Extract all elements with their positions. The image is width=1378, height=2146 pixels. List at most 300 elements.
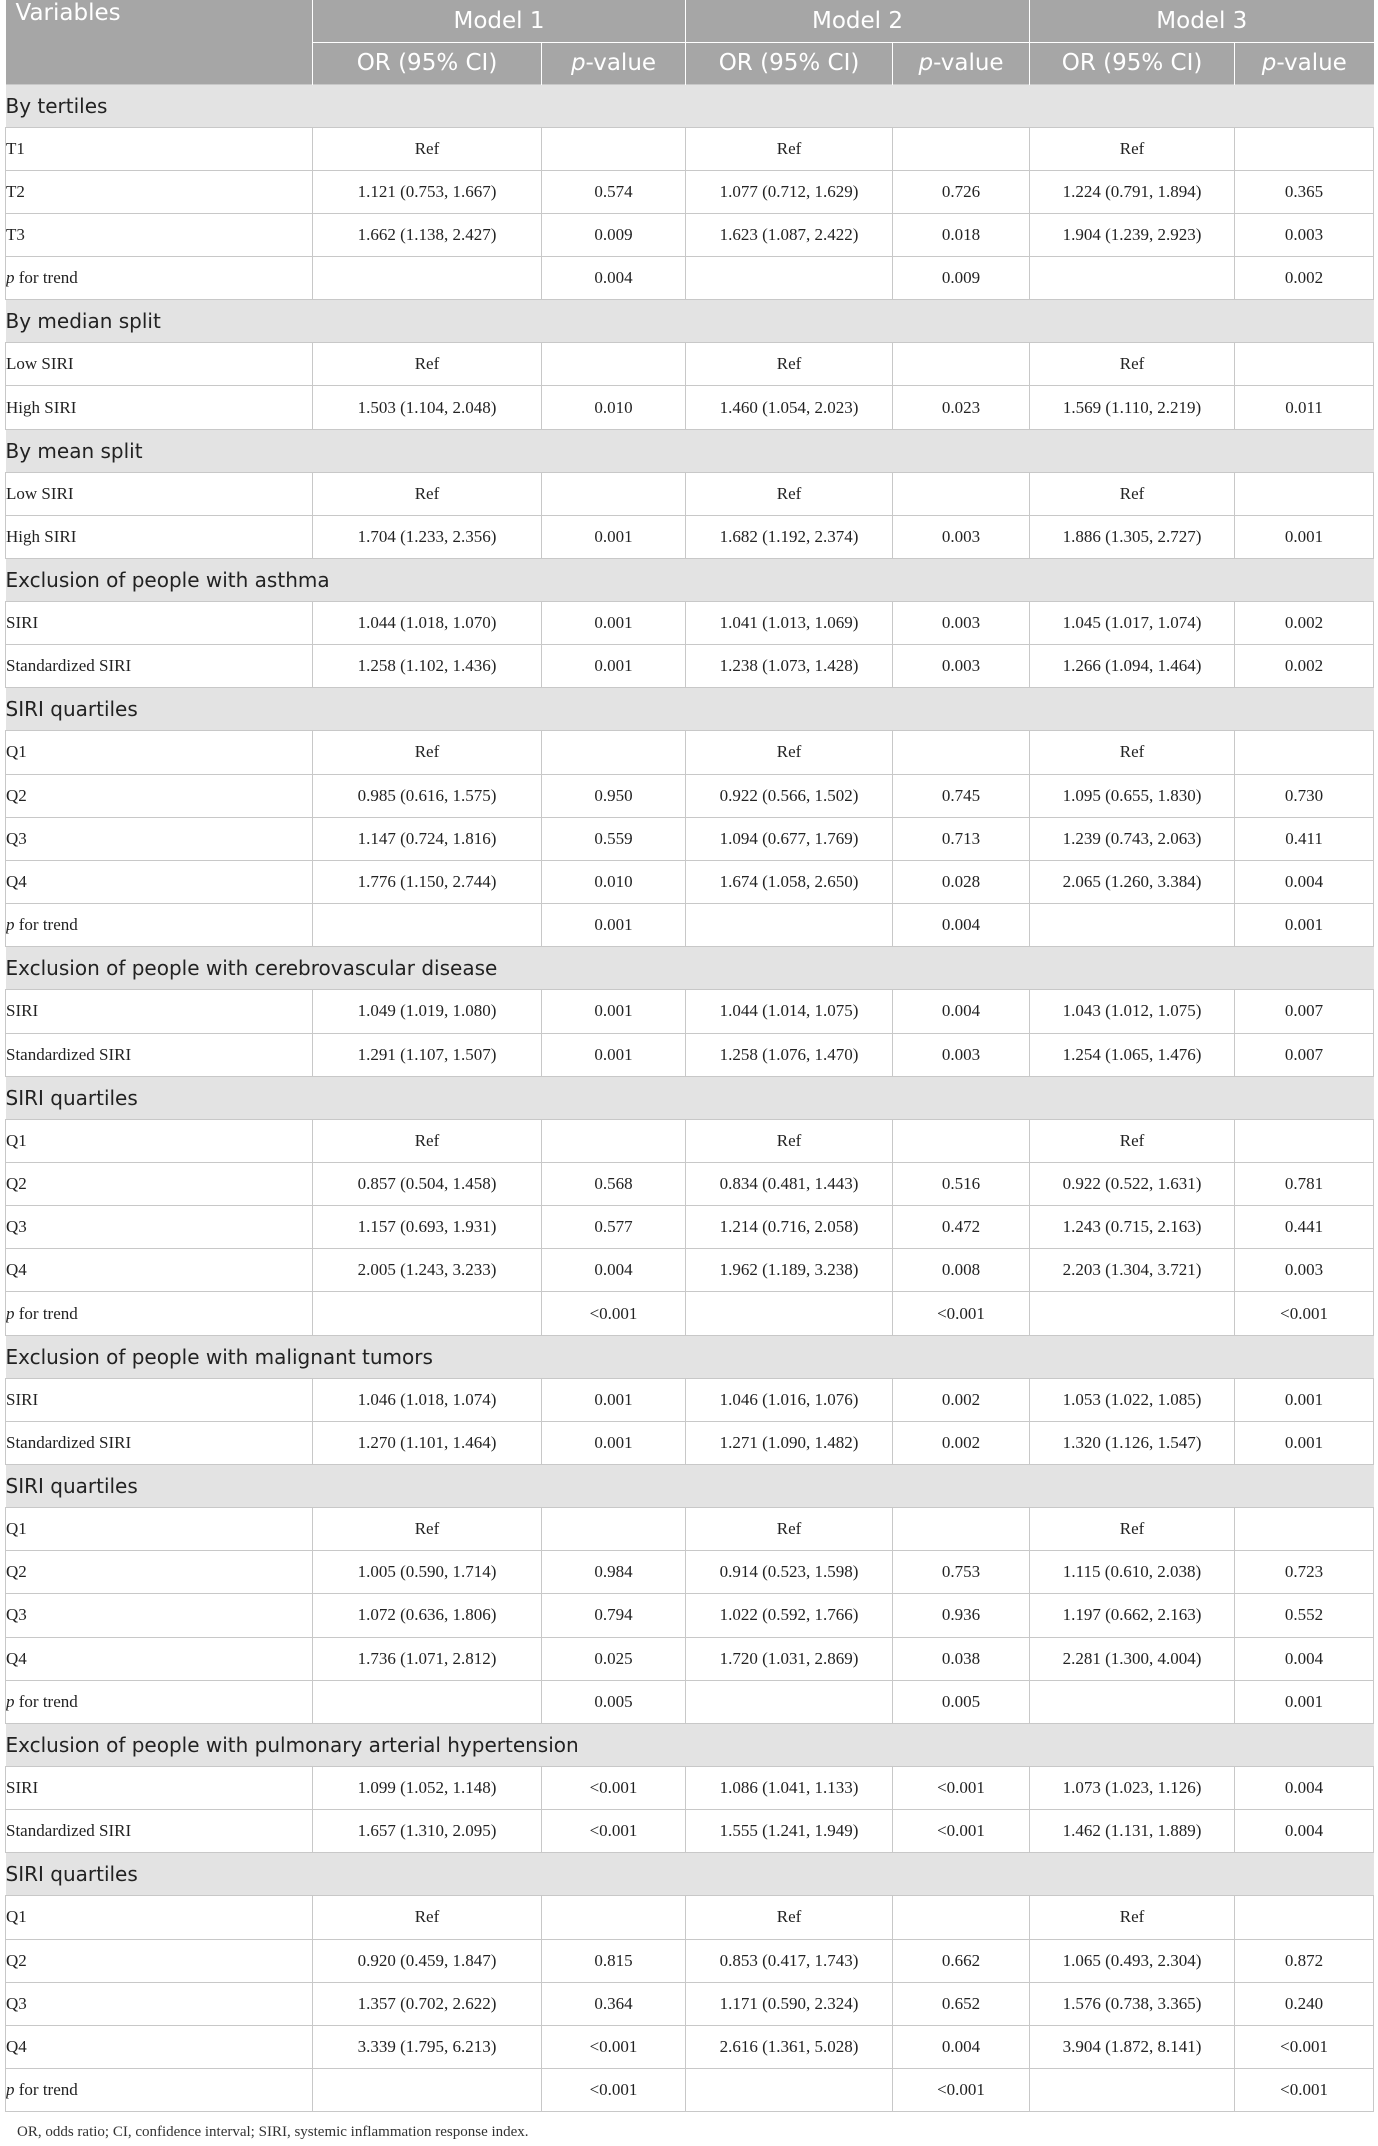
or-ci-cell: 0.985 (0.616, 1.575)	[313, 774, 542, 817]
p-value-cell: 0.365	[1235, 170, 1374, 213]
section-title: By tertiles	[6, 84, 1374, 127]
table-row	[6, 515, 1374, 558]
or-ci-cell: Ref	[313, 1896, 542, 1939]
p-value-cell	[542, 731, 686, 774]
or-ci-cell: Ref	[313, 731, 542, 774]
p-value-cell: <0.001	[1235, 1292, 1374, 1335]
table-row	[6, 1378, 1374, 1421]
p-value-cell: <0.001	[542, 1810, 686, 1853]
model-3-header: Model 3	[1030, 0, 1374, 42]
p-value-cell: 0.472	[893, 1206, 1030, 1249]
or-ci-cell: Ref	[313, 1508, 542, 1551]
or-ci-cell: 0.920 (0.459, 1.847)	[313, 1939, 542, 1982]
row-label: Q1	[6, 731, 313, 774]
p-value-cell: 0.001	[542, 1378, 686, 1421]
p-value-cell: 0.559	[542, 817, 686, 860]
p-value-cell: 0.713	[893, 817, 1030, 860]
table-row	[6, 343, 1374, 386]
or-ci-cell: Ref	[1030, 472, 1235, 515]
p-value-cell: <0.001	[542, 2025, 686, 2068]
p-value-cell	[542, 1508, 686, 1551]
p-value-cell: <0.001	[893, 1292, 1030, 1335]
table-row	[6, 1206, 1374, 1249]
p-value-cell: 0.723	[1235, 1551, 1374, 1594]
or-ci-cell: Ref	[1030, 1896, 1235, 1939]
p-value-cell: 0.001	[542, 990, 686, 1033]
table-row	[6, 1810, 1374, 1853]
p-value-cell	[1235, 731, 1374, 774]
or-ci-cell: 1.045 (1.017, 1.074)	[1030, 602, 1235, 645]
p-value-cell: 0.007	[1235, 990, 1374, 1033]
or-ci-cell: 1.041 (1.013, 1.069)	[686, 602, 893, 645]
p-value-cell: 0.936	[893, 1594, 1030, 1637]
row-label: SIRI	[6, 990, 313, 1033]
section-title: SIRI quartiles	[6, 1853, 1374, 1896]
p-value-cell: <0.001	[1235, 2069, 1374, 2112]
or-ci-cell: 0.922 (0.522, 1.631)	[1030, 1162, 1235, 1205]
or-ci-cell: Ref	[313, 1119, 542, 1162]
p-value-cell: 0.002	[1235, 602, 1374, 645]
or-ci-header: OR (95% CI)	[686, 42, 893, 84]
section-title: Exclusion of people with pulmonary arterial hypertension	[6, 1723, 1374, 1766]
p-value-cell: 0.730	[1235, 774, 1374, 817]
table-row	[6, 1594, 1374, 1637]
p-value-cell: 0.025	[542, 1637, 686, 1680]
or-ci-cell: 1.720 (1.031, 2.869)	[686, 1637, 893, 1680]
or-ci-cell: 1.022 (0.592, 1.766)	[686, 1594, 893, 1637]
variables-header: Variables	[6, 0, 313, 84]
p-value-cell: <0.001	[542, 1766, 686, 1809]
p-value-cell: 0.002	[1235, 645, 1374, 688]
p-value-header: p-value	[893, 42, 1030, 84]
p-value-cell: 0.753	[893, 1551, 1030, 1594]
or-ci-cell	[313, 1292, 542, 1335]
or-ci-cell: Ref	[313, 127, 542, 170]
or-ci-cell: 1.258 (1.102, 1.436)	[313, 645, 542, 688]
or-ci-cell	[686, 2069, 893, 2112]
p-value-cell: 0.003	[893, 515, 1030, 558]
section-header-row	[6, 947, 1374, 990]
p-value-cell: 0.815	[542, 1939, 686, 1982]
p-value-cell: 0.001	[1235, 515, 1374, 558]
table-row	[6, 1421, 1374, 1464]
table-row	[6, 1551, 1374, 1594]
p-value-cell: 0.010	[542, 386, 686, 429]
table-row	[6, 990, 1374, 1033]
table-row	[6, 1680, 1374, 1723]
p-value-cell	[893, 127, 1030, 170]
p-value-cell	[1235, 1508, 1374, 1551]
or-ci-cell: 1.147 (0.724, 1.816)	[313, 817, 542, 860]
table-row	[6, 1982, 1374, 2025]
or-ci-cell: Ref	[686, 343, 893, 386]
p-value-cell: 0.662	[893, 1939, 1030, 1982]
or-ci-cell: 1.053 (1.022, 1.085)	[1030, 1378, 1235, 1421]
table-row	[6, 257, 1374, 300]
p-value-cell: 0.781	[1235, 1162, 1374, 1205]
or-ci-cell	[313, 1680, 542, 1723]
p-value-cell: 0.004	[893, 990, 1030, 1033]
table-row	[6, 774, 1374, 817]
p-value-cell: 0.011	[1235, 386, 1374, 429]
or-ci-cell: 2.203 (1.304, 3.721)	[1030, 1249, 1235, 1292]
p-value-cell: 0.018	[893, 213, 1030, 256]
p-value-cell: 0.003	[1235, 213, 1374, 256]
p-value-cell: 0.004	[1235, 1637, 1374, 1680]
p-value-cell: 0.001	[542, 602, 686, 645]
or-ci-cell: 1.197 (0.662, 2.163)	[1030, 1594, 1235, 1637]
row-label: Q2	[6, 774, 313, 817]
or-ci-cell: 1.043 (1.012, 1.075)	[1030, 990, 1235, 1033]
table-row	[6, 1292, 1374, 1335]
row-label: High SIRI	[6, 515, 313, 558]
p-value-cell: 0.001	[1235, 1680, 1374, 1723]
table-row	[6, 817, 1374, 860]
p-value-cell: 0.652	[893, 1982, 1030, 2025]
or-ci-cell	[313, 904, 542, 947]
p-value-cell: <0.001	[542, 1292, 686, 1335]
or-ci-cell: 1.044 (1.014, 1.075)	[686, 990, 893, 1033]
or-ci-cell: 1.320 (1.126, 1.547)	[1030, 1421, 1235, 1464]
or-ci-cell: 3.339 (1.795, 6.213)	[313, 2025, 542, 2068]
table-body	[6, 84, 1374, 2112]
or-ci-cell: 1.171 (0.590, 2.324)	[686, 1982, 893, 2025]
row-label: T1	[6, 127, 313, 170]
p-value-cell: 0.004	[1235, 860, 1374, 903]
p-value-cell	[893, 472, 1030, 515]
or-ci-cell: Ref	[313, 343, 542, 386]
model-2-header: Model 2	[686, 0, 1030, 42]
p-value-cell	[893, 343, 1030, 386]
section-title: SIRI quartiles	[6, 1076, 1374, 1119]
or-ci-cell: 1.073 (1.023, 1.126)	[1030, 1766, 1235, 1809]
p-value-cell: 0.001	[1235, 1421, 1374, 1464]
section-title: By mean split	[6, 429, 1374, 472]
or-ci-cell: 1.046 (1.016, 1.076)	[686, 1378, 893, 1421]
or-ci-cell: Ref	[1030, 731, 1235, 774]
or-ci-cell: 1.115 (0.610, 2.038)	[1030, 1551, 1235, 1594]
table-row	[6, 731, 1374, 774]
p-value-cell: 0.001	[542, 1421, 686, 1464]
row-label: SIRI	[6, 1766, 313, 1809]
row-label: T3	[6, 213, 313, 256]
p-value-cell: 0.008	[893, 1249, 1030, 1292]
p-value-cell: 0.005	[542, 1680, 686, 1723]
or-ci-cell: Ref	[686, 1508, 893, 1551]
p-value-cell: 0.552	[1235, 1594, 1374, 1637]
or-ci-cell: 1.099 (1.052, 1.148)	[313, 1766, 542, 1809]
or-ci-header: OR (95% CI)	[1030, 42, 1235, 84]
p-value-cell	[1235, 1119, 1374, 1162]
row-label: Q4	[6, 1637, 313, 1680]
or-ci-cell: 1.044 (1.018, 1.070)	[313, 602, 542, 645]
or-ci-cell: 0.853 (0.417, 1.743)	[686, 1939, 893, 1982]
section-header-row	[6, 429, 1374, 472]
or-ci-cell: 1.357 (0.702, 2.622)	[313, 1982, 542, 2025]
p-value-cell: 0.001	[542, 904, 686, 947]
p-value-cell: 0.950	[542, 774, 686, 817]
section-header-row	[6, 1335, 1374, 1378]
row-label: SIRI	[6, 1378, 313, 1421]
row-label: Q4	[6, 2025, 313, 2068]
or-ci-cell: Ref	[686, 1119, 893, 1162]
or-ci-cell: 2.616 (1.361, 5.028)	[686, 2025, 893, 2068]
table-row	[6, 1249, 1374, 1292]
row-label: p for trend	[6, 1292, 313, 1335]
or-ci-cell: 1.239 (0.743, 2.063)	[1030, 817, 1235, 860]
table-row	[6, 1119, 1374, 1162]
p-value-cell: 0.726	[893, 170, 1030, 213]
or-ci-cell: 1.243 (0.715, 2.163)	[1030, 1206, 1235, 1249]
row-label: Q2	[6, 1162, 313, 1205]
table-row	[6, 2025, 1374, 2068]
or-ci-cell: 1.224 (0.791, 1.894)	[1030, 170, 1235, 213]
or-ci-cell: 1.962 (1.189, 3.238)	[686, 1249, 893, 1292]
or-ci-cell: 1.046 (1.018, 1.074)	[313, 1378, 542, 1421]
or-ci-cell: Ref	[1030, 343, 1235, 386]
p-value-cell: 0.009	[542, 213, 686, 256]
p-value-cell	[542, 127, 686, 170]
or-ci-cell: 0.922 (0.566, 1.502)	[686, 774, 893, 817]
table-row	[6, 2069, 1374, 2112]
or-ci-cell	[1030, 1292, 1235, 1335]
p-value-cell: 0.240	[1235, 1982, 1374, 2025]
p-value-header: p-value	[542, 42, 686, 84]
row-label: Q1	[6, 1119, 313, 1162]
p-value-cell: 0.003	[893, 602, 1030, 645]
results-table	[5, 0, 1374, 2112]
p-value-cell: 0.028	[893, 860, 1030, 903]
p-value-cell: 0.002	[893, 1378, 1030, 1421]
row-label: p for trend	[6, 2069, 313, 2112]
row-label: Q3	[6, 1982, 313, 2025]
row-label: p for trend	[6, 1680, 313, 1723]
table-row	[6, 1766, 1374, 1809]
table-row	[6, 1033, 1374, 1076]
section-title: SIRI quartiles	[6, 688, 1374, 731]
p-value-cell: 0.003	[893, 1033, 1030, 1076]
p-value-cell: <0.001	[893, 1766, 1030, 1809]
table-row	[6, 904, 1374, 947]
p-value-cell	[1235, 1896, 1374, 1939]
row-label: SIRI	[6, 602, 313, 645]
or-ci-cell	[313, 257, 542, 300]
section-header-row	[6, 688, 1374, 731]
table-row	[6, 472, 1374, 515]
or-ci-cell: 1.736 (1.071, 2.812)	[313, 1637, 542, 1680]
or-ci-cell	[686, 1680, 893, 1723]
or-ci-cell: 1.270 (1.101, 1.464)	[313, 1421, 542, 1464]
model-1-header: Model 1	[313, 0, 686, 42]
or-ci-cell: 1.662 (1.138, 2.427)	[313, 213, 542, 256]
row-label: Standardized SIRI	[6, 1421, 313, 1464]
or-ci-cell: 1.086 (1.041, 1.133)	[686, 1766, 893, 1809]
table-row	[6, 213, 1374, 256]
or-ci-cell: Ref	[686, 1896, 893, 1939]
section-header-row	[6, 1465, 1374, 1508]
p-value-cell: 0.574	[542, 170, 686, 213]
p-value-cell: 0.745	[893, 774, 1030, 817]
p-value-cell: 0.010	[542, 860, 686, 903]
row-label: High SIRI	[6, 386, 313, 429]
or-ci-cell: 2.281 (1.300, 4.004)	[1030, 1637, 1235, 1680]
p-value-cell: 0.001	[542, 1033, 686, 1076]
p-value-cell	[542, 472, 686, 515]
section-header-row	[6, 84, 1374, 127]
table-row	[6, 1162, 1374, 1205]
or-ci-cell: 1.674 (1.058, 2.650)	[686, 860, 893, 903]
or-ci-cell: 1.214 (0.716, 2.058)	[686, 1206, 893, 1249]
row-label: p for trend	[6, 257, 313, 300]
row-label: p for trend	[6, 904, 313, 947]
p-value-cell	[1235, 343, 1374, 386]
or-ci-cell: Ref	[1030, 1508, 1235, 1551]
or-ci-cell: 1.072 (0.636, 1.806)	[313, 1594, 542, 1637]
row-label: Q1	[6, 1508, 313, 1551]
section-title: Exclusion of people with asthma	[6, 559, 1374, 602]
or-ci-cell: 0.914 (0.523, 1.598)	[686, 1551, 893, 1594]
table-row	[6, 170, 1374, 213]
p-value-cell: <0.001	[893, 1810, 1030, 1853]
p-value-cell: 0.023	[893, 386, 1030, 429]
section-title: Exclusion of people with cerebrovascular disease	[6, 947, 1374, 990]
section-header-row	[6, 1853, 1374, 1896]
or-ci-cell: 1.077 (0.712, 1.629)	[686, 170, 893, 213]
or-ci-cell	[1030, 1680, 1235, 1723]
or-ci-cell: 1.065 (0.493, 2.304)	[1030, 1939, 1235, 1982]
row-label: Q4	[6, 1249, 313, 1292]
row-label: Standardized SIRI	[6, 1033, 313, 1076]
table-row	[6, 127, 1374, 170]
table-row	[6, 1637, 1374, 1680]
section-title: SIRI quartiles	[6, 1465, 1374, 1508]
p-value-cell: 0.872	[1235, 1939, 1374, 1982]
or-ci-cell: Ref	[686, 472, 893, 515]
or-ci-cell: Ref	[1030, 127, 1235, 170]
or-ci-cell	[313, 2069, 542, 2112]
or-ci-cell: 1.460 (1.054, 2.023)	[686, 386, 893, 429]
section-header-row	[6, 1723, 1374, 1766]
p-value-cell: 0.003	[893, 645, 1030, 688]
p-value-cell: 0.001	[1235, 904, 1374, 947]
row-label: Standardized SIRI	[6, 645, 313, 688]
p-value-cell: <0.001	[1235, 2025, 1374, 2068]
row-label: Q3	[6, 1206, 313, 1249]
row-label: Q2	[6, 1551, 313, 1594]
p-value-cell: 0.364	[542, 1982, 686, 2025]
row-label: Q2	[6, 1939, 313, 1982]
table-footnote: OR, odds ratio; CI, confidence interval; SIRI, systemic inflammation response index.	[17, 2124, 529, 2140]
or-ci-cell: 2.005 (1.243, 3.233)	[313, 1249, 542, 1292]
or-ci-cell: 1.462 (1.131, 1.889)	[1030, 1810, 1235, 1853]
or-ci-cell: 1.555 (1.241, 1.949)	[686, 1810, 893, 1853]
table-row	[6, 860, 1374, 903]
or-ci-cell: 1.121 (0.753, 1.667)	[313, 170, 542, 213]
or-ci-cell: 1.682 (1.192, 2.374)	[686, 515, 893, 558]
or-ci-cell	[686, 904, 893, 947]
or-ci-cell	[1030, 2069, 1235, 2112]
p-value-cell	[893, 1508, 1030, 1551]
or-ci-cell: 1.094 (0.677, 1.769)	[686, 817, 893, 860]
p-value-cell: 0.411	[1235, 817, 1374, 860]
row-label: Q4	[6, 860, 313, 903]
or-ci-cell: 1.258 (1.076, 1.470)	[686, 1033, 893, 1076]
or-ci-cell: 1.291 (1.107, 1.507)	[313, 1033, 542, 1076]
or-ci-cell: 1.886 (1.305, 2.727)	[1030, 515, 1235, 558]
p-value-cell: 0.009	[893, 257, 1030, 300]
p-value-cell	[893, 731, 1030, 774]
p-value-cell: <0.001	[893, 2069, 1030, 2112]
p-value-cell: 0.002	[1235, 257, 1374, 300]
table-row	[6, 645, 1374, 688]
table-row	[6, 1896, 1374, 1939]
or-ci-cell	[686, 1292, 893, 1335]
p-value-cell	[893, 1119, 1030, 1162]
or-ci-header: OR (95% CI)	[313, 42, 542, 84]
table-header	[6, 0, 1374, 84]
p-value-cell: 0.794	[542, 1594, 686, 1637]
p-value-cell: 0.004	[893, 2025, 1030, 2068]
p-value-cell: 0.004	[542, 1249, 686, 1292]
p-value-cell	[542, 343, 686, 386]
p-value-cell	[1235, 127, 1374, 170]
section-header-row	[6, 300, 1374, 343]
p-value-header: p-value	[1235, 42, 1374, 84]
p-value-cell: 0.004	[893, 904, 1030, 947]
row-label: Low SIRI	[6, 343, 313, 386]
p-value-cell: <0.001	[542, 2069, 686, 2112]
p-value-cell: 0.007	[1235, 1033, 1374, 1076]
p-value-cell: 0.001	[542, 515, 686, 558]
row-label: Standardized SIRI	[6, 1810, 313, 1853]
or-ci-cell	[1030, 904, 1235, 947]
p-value-cell: 0.984	[542, 1551, 686, 1594]
p-value-cell: 0.001	[1235, 1378, 1374, 1421]
row-label: Q3	[6, 817, 313, 860]
or-ci-cell: Ref	[1030, 1119, 1235, 1162]
row-label: Low SIRI	[6, 472, 313, 515]
or-ci-cell: 1.623 (1.087, 2.422)	[686, 213, 893, 256]
or-ci-cell: 1.271 (1.090, 1.482)	[686, 1421, 893, 1464]
or-ci-cell: 1.157 (0.693, 1.931)	[313, 1206, 542, 1249]
or-ci-cell: 1.704 (1.233, 2.356)	[313, 515, 542, 558]
or-ci-cell: 1.576 (0.738, 3.365)	[1030, 1982, 1235, 2025]
or-ci-cell: Ref	[686, 127, 893, 170]
or-ci-cell	[686, 257, 893, 300]
p-value-cell: 0.002	[893, 1421, 1030, 1464]
table-row	[6, 386, 1374, 429]
p-value-cell	[1235, 472, 1374, 515]
or-ci-cell: Ref	[313, 472, 542, 515]
section-title: Exclusion of people with malignant tumors	[6, 1335, 1374, 1378]
p-value-cell: 0.441	[1235, 1206, 1374, 1249]
section-header-row	[6, 559, 1374, 602]
p-value-cell: 0.001	[542, 645, 686, 688]
p-value-cell: 0.004	[1235, 1766, 1374, 1809]
p-value-cell	[542, 1119, 686, 1162]
or-ci-cell: 1.238 (1.073, 1.428)	[686, 645, 893, 688]
table-row	[6, 602, 1374, 645]
or-ci-cell: 1.005 (0.590, 1.714)	[313, 1551, 542, 1594]
table-row	[6, 1508, 1374, 1551]
row-label: Q3	[6, 1594, 313, 1637]
or-ci-cell: 0.834 (0.481, 1.443)	[686, 1162, 893, 1205]
or-ci-cell: 1.266 (1.094, 1.464)	[1030, 645, 1235, 688]
p-value-cell: 0.004	[1235, 1810, 1374, 1853]
p-value-cell: 0.003	[1235, 1249, 1374, 1292]
row-label: T2	[6, 170, 313, 213]
p-value-cell: 0.005	[893, 1680, 1030, 1723]
